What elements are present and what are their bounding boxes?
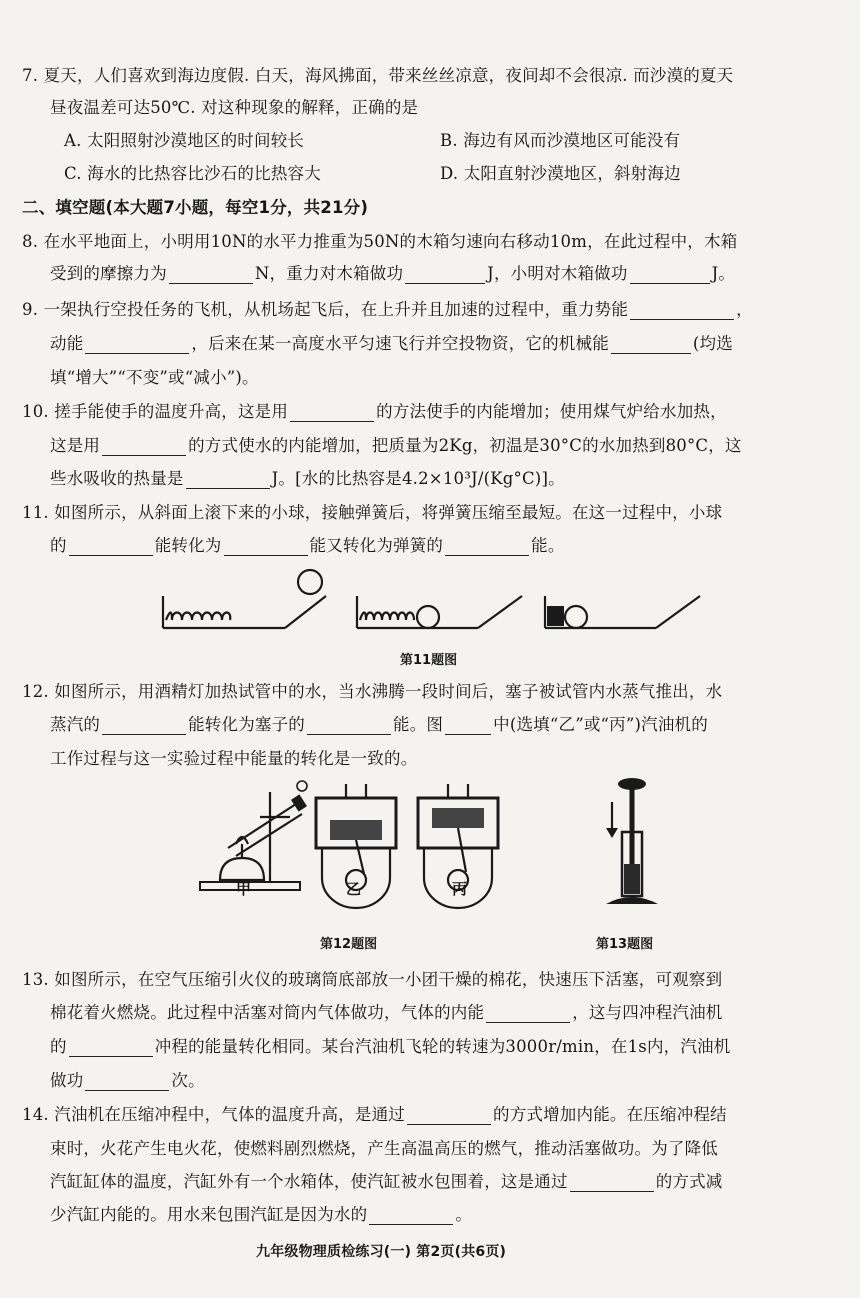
q9-stem-line3: 填“增大”“不变”或“减小”)。	[50, 368, 259, 387]
q14-stem-line1	[22, 1101, 727, 1125]
q11-blank-2[interactable]	[224, 538, 308, 556]
q11-text: 能。	[531, 536, 565, 555]
q10-text: J。[水的比热容是4.2×10³J/(Kg°C)]。	[271, 469, 565, 488]
q14-text: 的方式减	[655, 1172, 723, 1191]
q11-text: 能又转化为弹簧的	[309, 536, 444, 555]
q10-blank-2[interactable]	[102, 438, 186, 456]
q12-text: 蒸汽的	[50, 715, 101, 734]
q12-stem-line3: 工作过程与这一实验过程中能量的转化是一致的。	[50, 749, 418, 768]
q9-text: ，	[736, 300, 753, 319]
q12-stem-line1: 12. 如图所示，用酒精灯加热试管中的水，当水沸腾一段时间后，塞子被试管内水蒸气推出，水	[22, 682, 723, 701]
q11-blank-1[interactable]	[69, 538, 153, 556]
q10-text: 的方法使手的内能增加；使用煤气炉给水加热，	[376, 402, 727, 421]
q13-text: ，这与四冲程汽油机	[572, 1003, 723, 1022]
q9-blank-3[interactable]	[611, 336, 691, 354]
q10-stem-line2	[50, 432, 742, 456]
q9-stem-line2	[50, 330, 733, 354]
q8-stem-line1: 8. 在水平地面上，小明用10N的水平力推重为50N的木箱匀速向右移动10m，在此过程中，木箱	[22, 232, 738, 251]
q12-text: 能。图	[393, 715, 444, 734]
q14-text: 汽缸缸体的温度，汽缸外有一个水箱体，使汽缸被水包围着，这是通过	[50, 1172, 568, 1191]
q13-stem-line1: 13. 如图所示，在空气压缩引火仪的玻璃筒底部放一小团干燥的棉花，快速压下活塞，可观察到	[22, 970, 723, 989]
q9-text: 9. 一架执行空投任务的飞机，从机场起飞后，在上升并且加速的过程中，重力势能	[22, 300, 629, 319]
q9-text: ，后来在某一高度水平匀速飞行并空投物资，它的机械能	[191, 334, 609, 353]
q10-text: 这是用	[50, 436, 101, 455]
q10-stem-line3	[50, 465, 565, 489]
fig13-compression-igniter	[606, 778, 658, 904]
q7-option-d: D. 太阳直射沙漠地区，斜射海边	[440, 164, 681, 183]
figure-12-13	[0, 772, 860, 922]
fig11-panel-2	[357, 596, 522, 628]
q14-blank-1[interactable]	[407, 1107, 491, 1125]
q13-text: 次。	[171, 1071, 205, 1090]
q14-blank-2[interactable]	[570, 1174, 654, 1192]
fig12-label-bing: 丙	[452, 880, 468, 898]
q10-text: 的方式使水的内能增加，把质量为2Kg，初温是30°C的水加热到80°C，这	[188, 436, 742, 455]
q12-stem-line2	[50, 711, 708, 735]
q11-stem-line1: 11. 如图所示，从斜面上滚下来的小球，接触弹簧后，将弹簧压缩至最短。在这一过程中，小球	[22, 503, 723, 522]
q12-blank-3[interactable]	[445, 717, 491, 735]
q8-text: J。	[711, 264, 736, 283]
fig12-label-yi: 乙	[346, 880, 362, 898]
q14-text: 少汽缸内能的。用水来包围汽缸是因为水的	[50, 1205, 368, 1224]
q13-blank-3[interactable]	[85, 1073, 169, 1091]
q10-blank-1[interactable]	[290, 404, 374, 422]
q13-text: 做功	[50, 1071, 84, 1090]
page-footer: 九年级物理质检练习(一) 第2页(共6页)	[256, 1244, 507, 1260]
section-fill-in-header: 二、填空题(本大题7小题，每空1分，共21分)	[22, 198, 369, 217]
q14-text: 14. 汽油机在压缩冲程中，气体的温度升高，是通过	[22, 1105, 405, 1124]
q14-blank-3[interactable]	[369, 1207, 453, 1225]
q11-text: 的	[50, 536, 67, 555]
q13-text: 的	[50, 1037, 67, 1056]
fig11-panel-1	[163, 570, 326, 628]
q12-blank-1[interactable]	[102, 717, 186, 735]
q13-blank-1[interactable]	[486, 1005, 570, 1023]
q10-text: 些水吸收的热量是	[50, 469, 184, 488]
q11-stem-line2	[50, 532, 565, 556]
q7-option-c: C. 海水的比热容比沙石的比热容大	[64, 164, 321, 183]
q13-stem-line4	[50, 1067, 205, 1091]
q12-blank-2[interactable]	[307, 717, 391, 735]
q11-text: 能转化为	[154, 536, 222, 555]
q14-stem-line3	[50, 1168, 723, 1192]
q7-option-b: B. 海边有风而沙漠地区可能没有	[440, 131, 681, 150]
q9-blank-1[interactable]	[630, 302, 734, 320]
q7-option-a: A. 太阳照射沙漠地区的时间较长	[64, 131, 305, 150]
q7-stem-line2: 昼夜温差可达50℃. 对这种现象的解释，正确的是	[50, 98, 419, 117]
q9-text: 动能	[50, 334, 84, 353]
q8-text: J，小明对木箱做功	[487, 264, 628, 283]
q9-stem-line1	[22, 296, 753, 320]
q8-blank-3[interactable]	[630, 266, 710, 284]
figure-13-caption: 第13题图	[596, 937, 654, 952]
q12-text: 中(选填“乙”或“丙”)汽油机的	[493, 715, 708, 734]
q13-text: 冲程的能量转化相同。某台汽油机飞轮的转速为3000r/min，在1s内，汽油机	[154, 1037, 731, 1056]
q13-stem-line2	[50, 999, 723, 1023]
fig12-label-jia: 甲	[236, 880, 252, 898]
q8-text: 受到的摩擦力为	[50, 264, 167, 283]
q14-text: 的方式增加内能。在压缩冲程结	[493, 1105, 727, 1124]
q8-text: N，重力对木箱做功	[254, 264, 404, 283]
q10-blank-3[interactable]	[186, 471, 270, 489]
q8-stem-line2	[50, 260, 735, 284]
q13-text: 棉花着火燃烧。此过程中活塞对筒内气体做功，气体的内能	[50, 1003, 485, 1022]
q14-text: 。	[455, 1205, 473, 1224]
q7-stem-line1: 7. 夏天，人们喜欢到海边度假. 白天，海风拂面，带来丝丝凉意，夜间却不会很凉. 而沙漠的夏天	[22, 66, 734, 85]
q13-blank-2[interactable]	[69, 1039, 153, 1057]
q10-text: 10. 搓手能使手的温度升高，这是用	[22, 402, 289, 421]
fig12-tube-apparatus	[200, 781, 307, 890]
q14-stem-line4	[50, 1201, 472, 1225]
q14-stem-line2: 束时，火花产生电火花，使燃料剧烈燃烧，产生高温高压的燃气，推动活塞做功。为了降低	[50, 1139, 718, 1158]
fig11-panel-3	[545, 596, 700, 628]
figure-11	[0, 560, 860, 640]
q8-blank-2[interactable]	[405, 266, 485, 284]
q9-blank-2[interactable]	[85, 336, 189, 354]
q11-blank-3[interactable]	[445, 538, 529, 556]
q9-text: (均选	[692, 334, 733, 353]
q13-stem-line3	[50, 1033, 730, 1057]
q10-stem-line1	[22, 398, 727, 422]
figure-12-caption: 第12题图	[320, 937, 378, 952]
q8-blank-1[interactable]	[169, 266, 253, 284]
figure-11-caption: 第11题图	[400, 653, 458, 668]
q12-text: 能转化为塞子的	[188, 715, 306, 734]
